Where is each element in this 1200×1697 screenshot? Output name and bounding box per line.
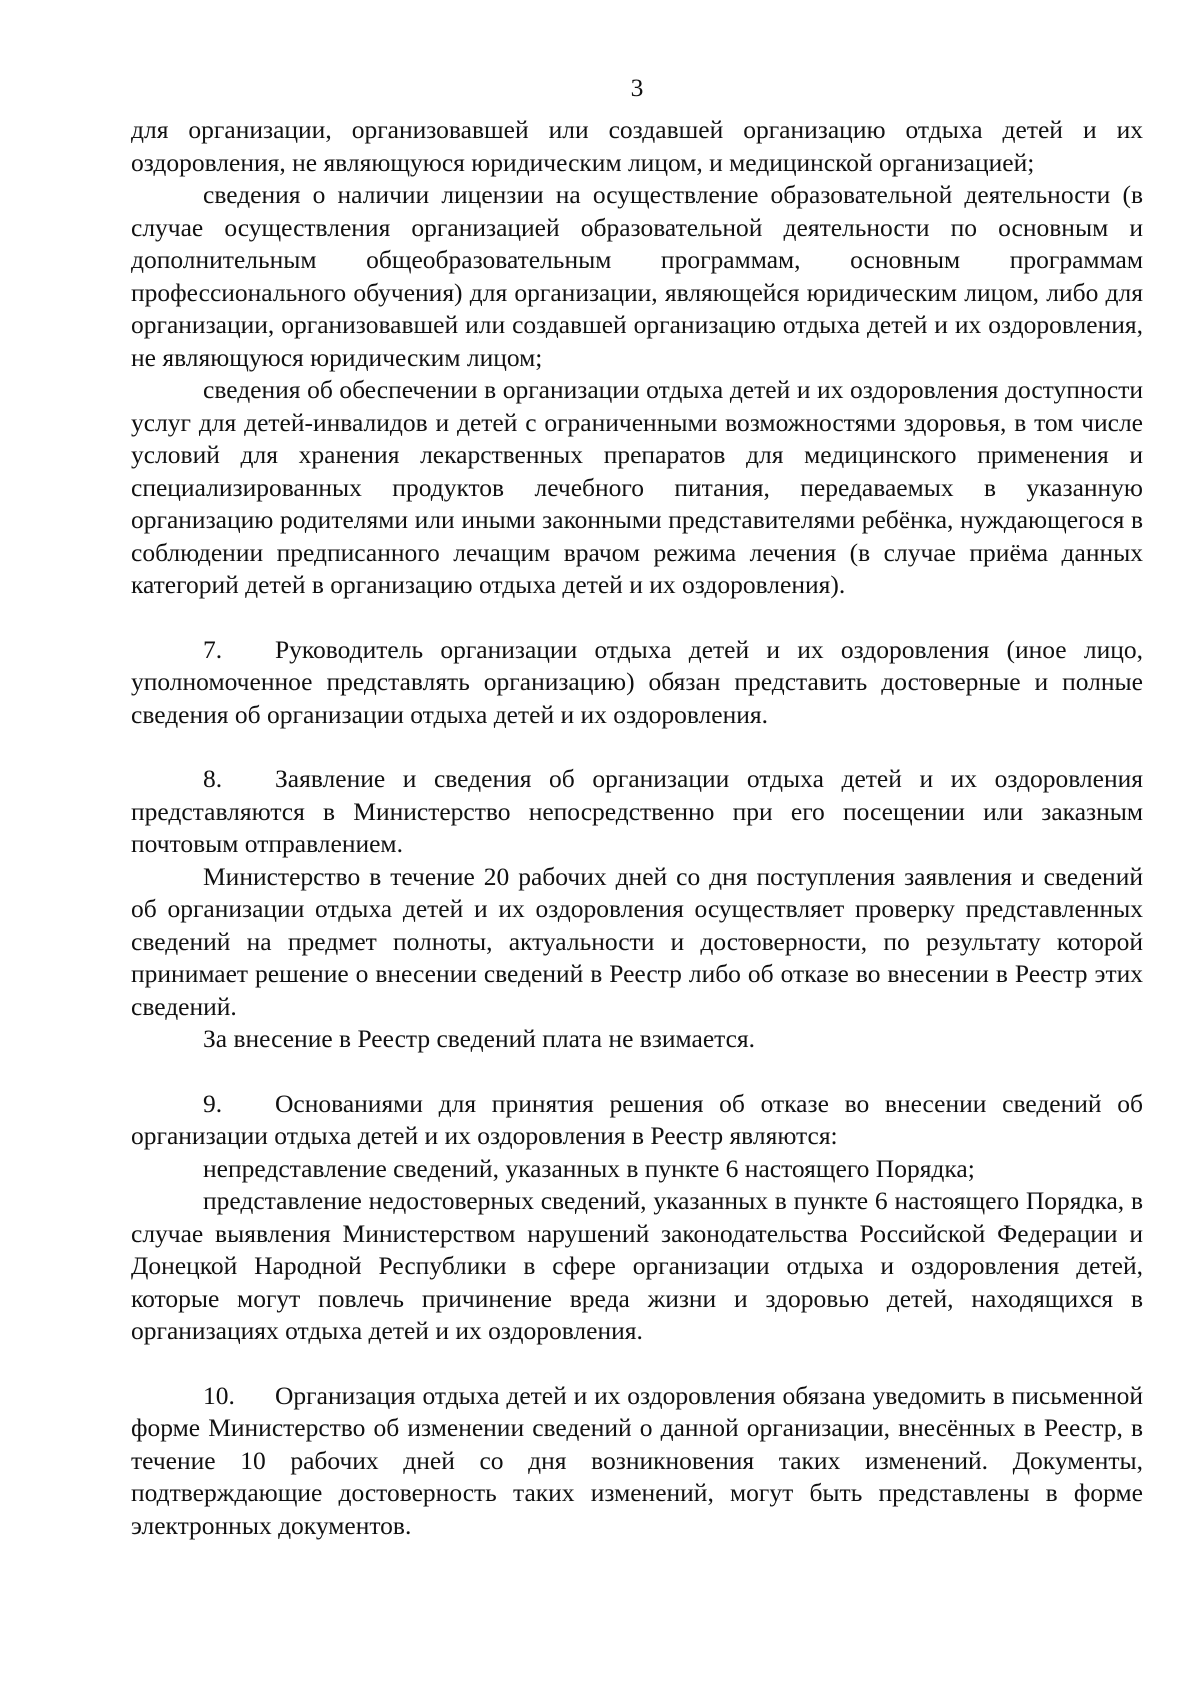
- spacer: [131, 1348, 1143, 1380]
- page-number: 3: [630, 73, 644, 102]
- clause-9: [131, 1088, 1143, 1153]
- clause-9-number: 9.: [203, 1088, 223, 1118]
- clause-10: [131, 1380, 1143, 1543]
- spacer: [131, 731, 1143, 763]
- clause-10-text: Организация отдыха детей и их оздоровления обязана уведомить в письменной форме Министерство об изменении сведений о данной организации, внесённых в Реестр, в течение 10 рабочих дней со дня возникновения таких изменений. Документы, подтверждающие достоверность таких изменений, могут быть представлены в форме электронных документов.: [131, 1380, 1143, 1540]
- clause-8-review: Министерство в течение 20 рабочих дней со дня поступления заявления и сведений об организации отдыха детей и их оздоровления осуществляет проверку представленных сведений на предмет полноты, актуальности и достоверности, по результату которой принимает решение о внесении сведений в Реестр либо об отказе во внесении в Реестр этих сведений.: [131, 861, 1143, 1021]
- paragraph-accessibility-info: сведения об обеспечении в организации отдыха детей и их оздоровления доступности услуг для детей-инвалидов и детей с ограниченными возможностями здоровья, в том числе условий для хранения лекарственных препаратов для медицинского применения и специализированных продуктов лечебного питания, передаваемых в указанную организацию родителями или иными законными представителями ребёнка, нуждающегося в соблюдении предписанного лечащим врачом режима лечения (в случае приёма данных категорий детей в организацию отдыха детей и их оздоровления).: [131, 375, 1143, 599]
- clause-9-ground-2: представление недостоверных сведений, указанных в пункте 6 настоящего Порядка, в случае выявления Министерством нарушений законодательства Российской Федерации и Донецкой Народной Республики в сфере организации отдыха и оздоровления детей, которые могут повлечь причинение вреда жизни и здоровью детей, находящихся в организациях отдыха детей и их оздоровления.: [131, 1186, 1143, 1345]
- paragraph-license-info: сведения о наличии лицензии на осуществление образовательной деятельности (в случае осуществления организацией образовательной деятельности по основным и дополнительным общеобразовательным программам, основным программам профессионального обучения) для организации, являющейся юридическим лицом, либо для организации, организовавшей или создавшей организацию отдыха детей и их оздоровления, не являющуюся юридическим лицом;: [131, 180, 1143, 372]
- clause-9-text: Основаниями для принятия решения об отказе во внесении сведений об организации отдыха детей и их оздоровления в Реестр являются:: [131, 1088, 1143, 1150]
- paragraph-continuation: для организации, организовавшей или создавшей организацию отдыха детей и их оздоровления, не являющуюся юридическим лицом, и медицинской организацией;: [131, 115, 1143, 177]
- clause-8-fee: За внесение в Реестр сведений плата не взимается.: [203, 1024, 756, 1053]
- clause-7-number: 7.: [203, 634, 223, 664]
- clause-7: [131, 634, 1143, 732]
- clause-8-number: 8.: [203, 764, 223, 793]
- clause-8-text: Заявление и сведения об организации отдыха детей и их оздоровления представляются в Министерство непосредственно при его посещении или заказным почтовым отправлением.: [131, 764, 1143, 858]
- document-page: [131, 72, 1143, 1542]
- clause-7-text: Руководитель организации отдыха детей и их оздоровления (иное лицо, уполномоченное представлять организацию) обязан представить достоверные и полные сведения об организации отдыха детей и их оздоровления.: [131, 634, 1143, 729]
- clause-10-number: 10.: [203, 1380, 235, 1410]
- spacer: [131, 1056, 1143, 1088]
- spacer: [131, 602, 1143, 634]
- clause-8: [131, 763, 1143, 861]
- clause-9-ground-1: непредставление сведений, указанных в пункте 6 настоящего Порядка;: [203, 1153, 975, 1183]
